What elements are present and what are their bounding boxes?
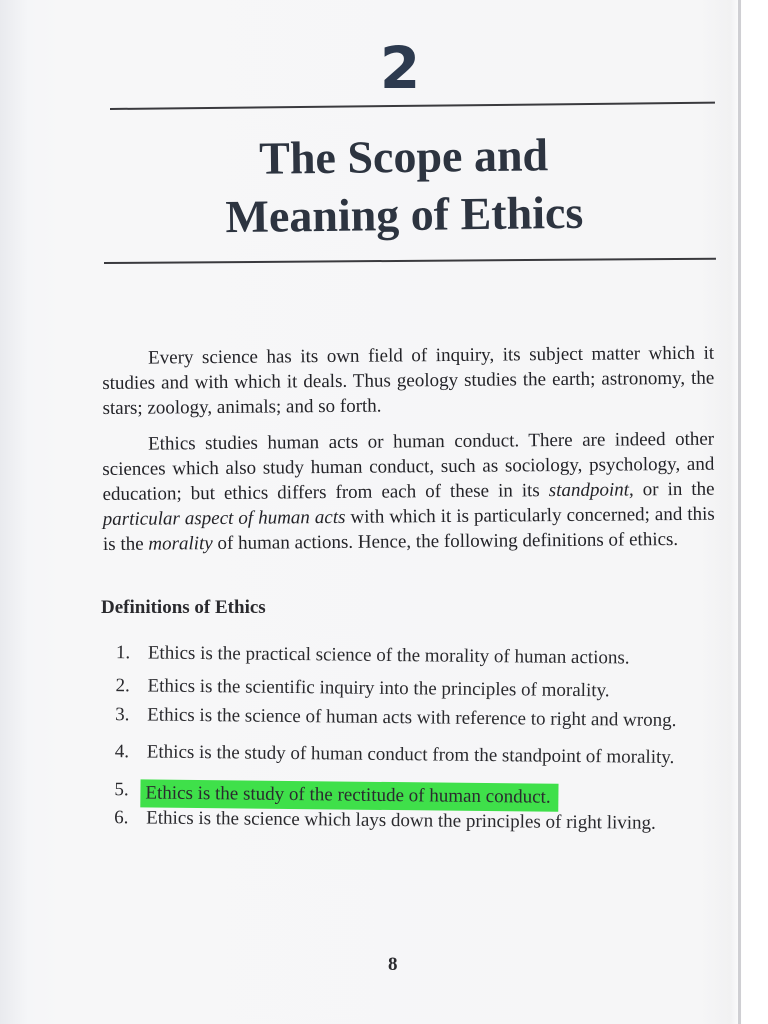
highlighted-definition-text: Ethics is the study of the rectitude of human conduct. <box>140 779 559 811</box>
page-number: 8 <box>388 954 398 975</box>
definition-number: 5. <box>114 779 129 801</box>
definition-item <box>102 642 712 669</box>
chapter-title <box>0 123 768 249</box>
definition-number: 4. <box>114 741 130 763</box>
definition-text: Ethics is the science which lays down the principles of right living. <box>146 807 656 834</box>
paragraph-2-part4: of human actions. Hence, the following definitions of ethics. <box>212 528 679 555</box>
intro-paragraph <box>102 341 715 421</box>
definition-item <box>101 741 711 768</box>
definition-text: Ethics is the study of human conduct from the standpoint of morality. <box>146 741 675 768</box>
definition-number: 3. <box>115 704 130 726</box>
definition-number: 2. <box>115 675 130 697</box>
paragraph-1: Every science has its own field of inquiry, its subject matter which it studies and with which it deals. Thus geology studies the earth; astronomy, the stars; zoology, animals; and so forth. <box>102 342 715 419</box>
definition-text: Ethics is the scientific inquiry into the principles of morality. <box>147 675 610 702</box>
top-rule <box>110 102 715 110</box>
paragraph-2 <box>102 427 715 557</box>
section-heading: Definitions of Ethics <box>101 597 266 618</box>
bottom-rule <box>104 258 716 264</box>
definition-text: Ethics is the practical science of the morality of human actions. <box>147 642 630 669</box>
chapter-title-line2: Meaning of Ethics <box>225 186 584 243</box>
definition-item <box>101 675 711 702</box>
paragraph-2-em1: standpoint, <box>548 479 634 502</box>
paragraph-2-part2: or in the <box>633 478 715 501</box>
chapter-number: 2 <box>379 34 421 102</box>
paragraph-2-part1: Ethics studies human acts or human conduct. There are indeed other sciences which also study human conduct, such as sociology, psychology, and education; but ethics differs from each of these in its <box>102 428 715 505</box>
definition-item <box>101 704 711 731</box>
definition-number: 1. <box>115 642 131 664</box>
paragraph-2-part3: with which it is particularly concerned; and this is the <box>102 503 715 555</box>
paragraph-2-em2: particular aspect of human acts <box>102 506 346 530</box>
definitions-list <box>100 642 712 834</box>
chapter-title-line1: The Scope and <box>258 129 549 184</box>
ethics-paragraph <box>102 427 715 557</box>
definition-text: Ethics is the science of human acts with reference to right and wrong. <box>147 704 677 732</box>
definition-number: 6. <box>114 807 129 829</box>
paragraph-2-em3: morality <box>148 533 213 555</box>
